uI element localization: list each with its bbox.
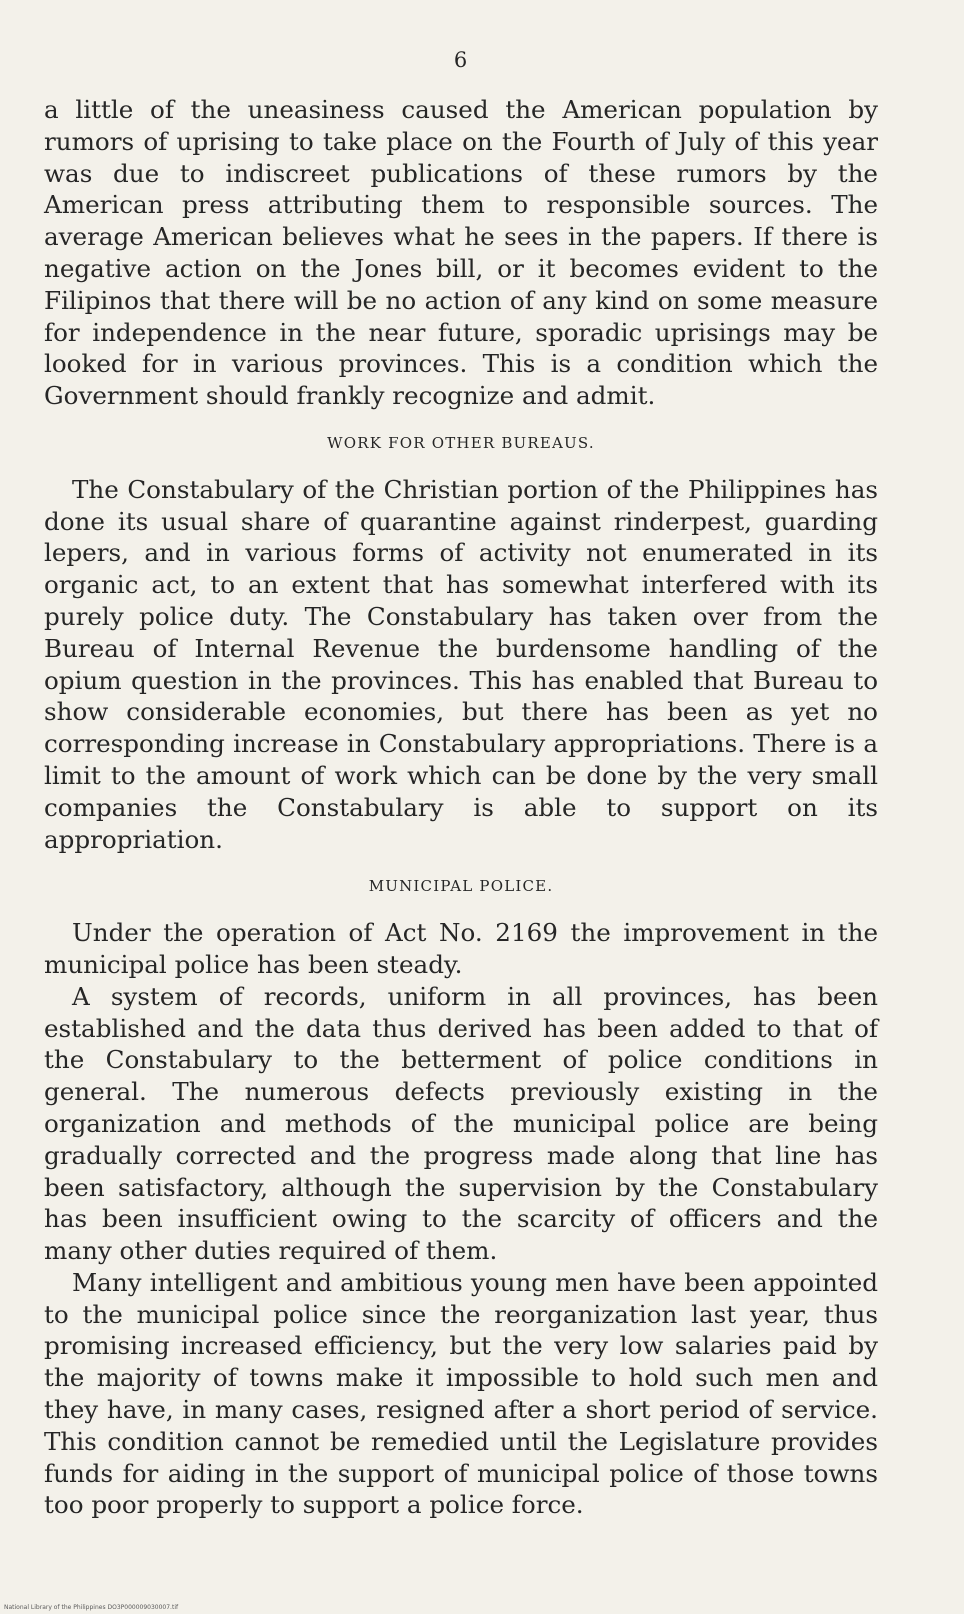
section-heading-work-for-other-bureaus: WORK FOR OTHER BUREAUS.	[327, 433, 595, 452]
scan-credit-footer: National Library of the Philippines DO3P000009030007.tif	[4, 1604, 179, 1611]
paragraph-work-for-other-bureaus: The Constabulary of the Christian portion of the Philippines has done its usual share of quarantine against rinderpest, guarding lepers, and in various forms of activity not enumerated in its organic act, to an extent that has somewhat interfered with its purely police duty. The Constabulary has taken over from the Bureau of Internal Revenue the burdensome handling of the opium question in the provinces. This has enabled that Bureau to show considerable economies, but there has been as yet no corresponding increase in Constabulary appropriations. There is a limit to the amount of work which can be done by the very small companies the Constabulary is able to support on its appropriation.	[44, 474, 878, 854]
paragraph-municipal-police-1: Under the operation of Act No. 2169 the improvement in the municipal police has been steady.	[44, 918, 878, 979]
body-text	[44, 94, 878, 1521]
page-number: 6	[453, 48, 469, 72]
section-heading-municipal-police: MUNICIPAL POLICE.	[368, 877, 554, 896]
paragraph-municipal-police-3: Many intelligent and ambitious young men have been appointed to the municipal police since the reorganization last year, thus promising increased efficiency, but the very low salaries paid by the majority of towns make it impossible to hold such men and they have, in many cases, resigned after a short period of service. This condition cannot be remedied until the Legislature provides funds for aiding in the support of municipal police of those towns too poor properly to support a police force.	[44, 1267, 878, 1520]
intro-paragraph: a little of the uneasiness caused the American population by rumors of uprising to take place on the Fourth of July of this year was due to indiscreet publications of these rumors by the American press attributing them to responsible sources. The average American believes what he sees in the papers. If there is negative action on the Jones bill, or it becomes evident to the Filipinos that there will be no action of any kind on some measure for independence in the near future, sporadic uprisings may be looked for in various provinces. This is a condition which the Government should frankly recognize and admit.	[44, 95, 878, 411]
paragraph-municipal-police-2: A system of records, uniform in all provinces, has been established and the data thus derived has been added to that of the Constabulary to the betterment of police conditions in general. The numerous defects previously existing in the organization and methods of the municipal police are being gradually corrected and the progress made along that line has been satisfactory, although the supervision by the Constabulary has been insufficient owing to the scarcity of officers and the many other duties required of them.	[44, 981, 878, 1266]
